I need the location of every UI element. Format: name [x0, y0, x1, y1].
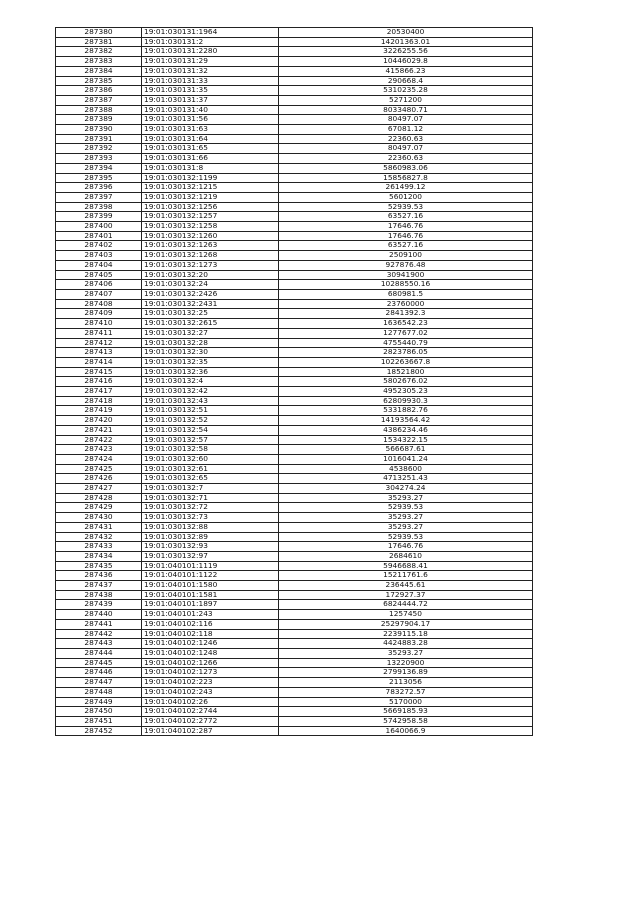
row-number-cell: 287445	[56, 658, 142, 668]
value-cell: 35293.27	[279, 493, 533, 503]
cadastral-number-cell: 19:01:030132:2615	[142, 319, 279, 329]
value-cell: 18521800	[279, 367, 533, 377]
value-cell: 566687.61	[279, 445, 533, 455]
cadastral-number-cell: 19:01:030132:24	[142, 280, 279, 290]
cadastral-number-cell: 19:01:040102:2744	[142, 707, 279, 717]
table-row	[56, 542, 533, 552]
row-number-cell: 287400	[56, 222, 142, 232]
row-number-cell: 287444	[56, 649, 142, 659]
row-number-cell: 287411	[56, 328, 142, 338]
cadastral-number-cell: 19:01:040102:1273	[142, 668, 279, 678]
cadastral-number-cell: 19:01:030132:2431	[142, 299, 279, 309]
row-number-cell: 287446	[56, 668, 142, 678]
row-number-cell: 287408	[56, 299, 142, 309]
value-cell: 1534322.15	[279, 435, 533, 445]
table-row	[56, 183, 533, 193]
cadastral-number-cell: 19:01:030132:1268	[142, 251, 279, 261]
cadastral-number-cell: 19:01:030132:73	[142, 513, 279, 523]
cadastral-number-cell: 19:01:040101:1580	[142, 581, 279, 591]
cadastral-number-cell: 19:01:040102:116	[142, 619, 279, 629]
cadastral-number-cell: 19:01:040102:2772	[142, 716, 279, 726]
cadastral-number-cell: 19:01:030132:30	[142, 348, 279, 358]
value-cell: 4386234.46	[279, 425, 533, 435]
table-row	[56, 474, 533, 484]
value-cell: 290668.4	[279, 76, 533, 86]
table-row	[56, 86, 533, 96]
value-cell: 67081.12	[279, 125, 533, 135]
table-row	[56, 367, 533, 377]
row-number-cell: 287394	[56, 163, 142, 173]
row-number-cell: 287420	[56, 416, 142, 426]
value-cell: 52939.53	[279, 202, 533, 212]
value-cell: 261499.12	[279, 183, 533, 193]
table-row	[56, 435, 533, 445]
table-row	[56, 105, 533, 115]
table-row	[56, 406, 533, 416]
table-row	[56, 125, 533, 135]
row-number-cell: 287433	[56, 542, 142, 552]
value-cell: 927876.48	[279, 260, 533, 270]
cadastral-number-cell: 19:01:030131:1964	[142, 28, 279, 38]
table-row	[56, 697, 533, 707]
row-number-cell: 287429	[56, 503, 142, 513]
table-row	[56, 328, 533, 338]
cadastral-number-cell: 19:01:040102:118	[142, 629, 279, 639]
table-row	[56, 493, 533, 503]
table-row	[56, 144, 533, 154]
value-cell: 5271200	[279, 95, 533, 105]
cadastral-number-cell: 19:01:030132:93	[142, 542, 279, 552]
table-row	[56, 241, 533, 251]
cadastral-number-cell: 19:01:040101:1119	[142, 561, 279, 571]
table-row	[56, 222, 533, 232]
cadastral-number-cell: 19:01:030132:36	[142, 367, 279, 377]
table-row	[56, 668, 533, 678]
value-cell: 2684610	[279, 551, 533, 561]
table-row	[56, 590, 533, 600]
cadastral-number-cell: 19:01:030132:57	[142, 435, 279, 445]
table-row	[56, 192, 533, 202]
cadastral-number-cell: 19:01:030132:1256	[142, 202, 279, 212]
cadastral-number-cell: 19:01:030131:66	[142, 154, 279, 164]
table-row	[56, 95, 533, 105]
value-cell: 22360.63	[279, 134, 533, 144]
value-cell: 2509100	[279, 251, 533, 261]
value-cell: 5802676.02	[279, 377, 533, 387]
row-number-cell: 287434	[56, 551, 142, 561]
cadastral-number-cell: 19:01:030132:1260	[142, 231, 279, 241]
value-cell: 5310235.28	[279, 86, 533, 96]
row-number-cell: 287442	[56, 629, 142, 639]
row-number-cell: 287396	[56, 183, 142, 193]
table-row	[56, 619, 533, 629]
table-row	[56, 396, 533, 406]
row-number-cell: 287432	[56, 532, 142, 542]
cadastral-number-cell: 19:01:030131:33	[142, 76, 279, 86]
row-number-cell: 287441	[56, 619, 142, 629]
row-number-cell: 287390	[56, 125, 142, 135]
cadastral-number-cell: 19:01:030132:61	[142, 464, 279, 474]
table-row	[56, 231, 533, 241]
row-number-cell: 287437	[56, 581, 142, 591]
table-row	[56, 726, 533, 736]
cadastral-number-cell: 19:01:030132:1263	[142, 241, 279, 251]
value-cell: 63527.16	[279, 241, 533, 251]
row-number-cell: 287421	[56, 425, 142, 435]
table-row	[56, 416, 533, 426]
row-number-cell: 287381	[56, 37, 142, 47]
cadastral-number-cell: 19:01:030132:4	[142, 377, 279, 387]
row-number-cell: 287416	[56, 377, 142, 387]
value-cell: 4424883.28	[279, 639, 533, 649]
row-number-cell: 287447	[56, 678, 142, 688]
row-number-cell: 287423	[56, 445, 142, 455]
row-number-cell: 287438	[56, 590, 142, 600]
value-cell: 5946688.41	[279, 561, 533, 571]
row-number-cell: 287395	[56, 173, 142, 183]
row-number-cell: 287450	[56, 707, 142, 717]
value-cell: 80497.07	[279, 115, 533, 125]
table-row	[56, 425, 533, 435]
cadastral-number-cell: 19:01:030131:65	[142, 144, 279, 154]
value-cell: 5170000	[279, 697, 533, 707]
table-row	[56, 309, 533, 319]
value-cell: 236445.61	[279, 581, 533, 591]
table-row	[56, 377, 533, 387]
value-cell: 52939.53	[279, 503, 533, 513]
table-row	[56, 37, 533, 47]
value-cell: 17646.76	[279, 542, 533, 552]
table-row	[56, 76, 533, 86]
cadastral-number-cell: 19:01:030132:20	[142, 270, 279, 280]
cadastral-number-cell: 19:01:030132:1273	[142, 260, 279, 270]
value-cell: 1016041.24	[279, 454, 533, 464]
row-number-cell: 287397	[56, 192, 142, 202]
value-cell: 2113056	[279, 678, 533, 688]
table-row	[56, 707, 533, 717]
row-number-cell: 287383	[56, 57, 142, 67]
value-cell: 62809930.3	[279, 396, 533, 406]
table-row	[56, 260, 533, 270]
row-number-cell: 287391	[56, 134, 142, 144]
value-cell: 52939.53	[279, 532, 533, 542]
row-number-cell: 287380	[56, 28, 142, 38]
row-number-cell: 287413	[56, 348, 142, 358]
value-cell: 20530400	[279, 28, 533, 38]
row-number-cell: 287439	[56, 600, 142, 610]
table-row	[56, 348, 533, 358]
table-row	[56, 28, 533, 38]
table-row	[56, 202, 533, 212]
cadastral-number-cell: 19:01:030131:35	[142, 86, 279, 96]
row-number-cell: 287414	[56, 357, 142, 367]
value-cell: 304274.24	[279, 484, 533, 494]
value-cell: 35293.27	[279, 522, 533, 532]
row-number-cell: 287449	[56, 697, 142, 707]
cadastral-number-cell: 19:01:040102:287	[142, 726, 279, 736]
cadastral-number-cell: 19:01:030132:35	[142, 357, 279, 367]
row-number-cell: 287435	[56, 561, 142, 571]
table-row	[56, 212, 533, 222]
table-row	[56, 687, 533, 697]
value-cell: 8033480.71	[279, 105, 533, 115]
value-cell: 23760000	[279, 299, 533, 309]
row-number-cell: 287436	[56, 571, 142, 581]
cadastral-number-cell: 19:01:030132:71	[142, 493, 279, 503]
value-cell: 172927.37	[279, 590, 533, 600]
row-number-cell: 287425	[56, 464, 142, 474]
row-number-cell: 287440	[56, 610, 142, 620]
table-row	[56, 571, 533, 581]
cadastral-number-cell: 19:01:030132:54	[142, 425, 279, 435]
value-cell: 35293.27	[279, 513, 533, 523]
row-number-cell: 287452	[56, 726, 142, 736]
value-cell: 1257450	[279, 610, 533, 620]
cadastral-number-cell: 19:01:030131:29	[142, 57, 279, 67]
table-row	[56, 134, 533, 144]
cadastral-number-cell: 19:01:040101:1897	[142, 600, 279, 610]
cadastral-number-cell: 19:01:040101:1581	[142, 590, 279, 600]
row-number-cell: 287431	[56, 522, 142, 532]
value-cell: 10288550.16	[279, 280, 533, 290]
value-cell: 25297904.17	[279, 619, 533, 629]
value-cell: 415866.23	[279, 66, 533, 76]
cadastral-number-cell: 19:01:040101:1122	[142, 571, 279, 581]
row-number-cell: 287409	[56, 309, 142, 319]
table-row	[56, 639, 533, 649]
value-cell: 80497.07	[279, 144, 533, 154]
row-number-cell: 287402	[56, 241, 142, 251]
row-number-cell: 287392	[56, 144, 142, 154]
table-row	[56, 319, 533, 329]
table-row	[56, 57, 533, 67]
value-cell: 6824444.72	[279, 600, 533, 610]
table-row	[56, 610, 533, 620]
cadastral-number-cell: 19:01:030131:64	[142, 134, 279, 144]
row-number-cell: 287387	[56, 95, 142, 105]
row-number-cell: 287405	[56, 270, 142, 280]
table-row	[56, 678, 533, 688]
row-number-cell: 287388	[56, 105, 142, 115]
value-cell: 10446029.8	[279, 57, 533, 67]
row-number-cell: 287386	[56, 86, 142, 96]
cadastral-value-table	[55, 27, 533, 736]
cadastral-number-cell: 19:01:030132:72	[142, 503, 279, 513]
value-cell: 17646.76	[279, 231, 533, 241]
table-row	[56, 163, 533, 173]
table-row	[56, 445, 533, 455]
value-cell: 1640066.9	[279, 726, 533, 736]
row-number-cell: 287407	[56, 289, 142, 299]
table-row	[56, 289, 533, 299]
cadastral-number-cell: 19:01:030132:1257	[142, 212, 279, 222]
value-cell: 14193564.42	[279, 416, 533, 426]
table-row	[56, 581, 533, 591]
value-cell: 102263667.8	[279, 357, 533, 367]
cadastral-number-cell: 19:01:030132:25	[142, 309, 279, 319]
value-cell: 5742958.58	[279, 716, 533, 726]
cadastral-number-cell: 19:01:030131:56	[142, 115, 279, 125]
row-number-cell: 287451	[56, 716, 142, 726]
cadastral-number-cell: 19:01:030131:8	[142, 163, 279, 173]
table-row	[56, 280, 533, 290]
value-cell: 2239115.18	[279, 629, 533, 639]
row-number-cell: 287403	[56, 251, 142, 261]
table-row	[56, 600, 533, 610]
cadastral-number-cell: 19:01:030132:1258	[142, 222, 279, 232]
table-row	[56, 532, 533, 542]
value-cell: 15211761.6	[279, 571, 533, 581]
cadastral-number-cell: 19:01:030132:1215	[142, 183, 279, 193]
table-row	[56, 658, 533, 668]
table-row	[56, 115, 533, 125]
value-cell: 4755440.79	[279, 338, 533, 348]
row-number-cell: 287406	[56, 280, 142, 290]
table-row	[56, 299, 533, 309]
value-cell: 783272.57	[279, 687, 533, 697]
table-row	[56, 357, 533, 367]
cadastral-number-cell: 19:01:030132:88	[142, 522, 279, 532]
table-body	[56, 28, 533, 736]
row-number-cell: 287443	[56, 639, 142, 649]
value-cell: 63527.16	[279, 212, 533, 222]
cadastral-number-cell: 19:01:040102:1246	[142, 639, 279, 649]
table-row	[56, 503, 533, 513]
value-cell: 5860983.06	[279, 163, 533, 173]
cadastral-number-cell: 19:01:030132:97	[142, 551, 279, 561]
cadastral-number-cell: 19:01:040102:1248	[142, 649, 279, 659]
row-number-cell: 287382	[56, 47, 142, 57]
table-row	[56, 251, 533, 261]
value-cell: 14201363.01	[279, 37, 533, 47]
row-number-cell: 287399	[56, 212, 142, 222]
row-number-cell: 287384	[56, 66, 142, 76]
value-cell: 15856827.8	[279, 173, 533, 183]
cadastral-number-cell: 19:01:030132:28	[142, 338, 279, 348]
cadastral-number-cell: 19:01:030132:51	[142, 406, 279, 416]
value-cell: 17646.76	[279, 222, 533, 232]
row-number-cell: 287418	[56, 396, 142, 406]
row-number-cell: 287404	[56, 260, 142, 270]
cadastral-number-cell: 19:01:030132:7	[142, 484, 279, 494]
row-number-cell: 287427	[56, 484, 142, 494]
cadastral-number-cell: 19:01:040101:243	[142, 610, 279, 620]
cadastral-number-cell: 19:01:030132:27	[142, 328, 279, 338]
row-number-cell: 287398	[56, 202, 142, 212]
value-cell: 30941900	[279, 270, 533, 280]
cadastral-number-cell: 19:01:040102:1266	[142, 658, 279, 668]
value-cell: 4538600	[279, 464, 533, 474]
value-cell: 2799136.89	[279, 668, 533, 678]
value-cell: 4952305.23	[279, 387, 533, 397]
table-row	[56, 522, 533, 532]
cadastral-number-cell: 19:01:030132:58	[142, 445, 279, 455]
value-cell: 2841392.3	[279, 309, 533, 319]
cadastral-number-cell: 19:01:030131:2280	[142, 47, 279, 57]
cadastral-number-cell: 19:01:030131:32	[142, 66, 279, 76]
table-row	[56, 47, 533, 57]
value-cell: 35293.27	[279, 649, 533, 659]
cadastral-number-cell: 19:01:030132:2426	[142, 289, 279, 299]
value-cell: 4713251.43	[279, 474, 533, 484]
value-cell: 13220900	[279, 658, 533, 668]
cadastral-number-cell: 19:01:030132:89	[142, 532, 279, 542]
cadastral-number-cell: 19:01:030132:1219	[142, 192, 279, 202]
table-row	[56, 629, 533, 639]
table-row	[56, 484, 533, 494]
cadastral-number-cell: 19:01:030131:40	[142, 105, 279, 115]
value-cell: 5331882.76	[279, 406, 533, 416]
row-number-cell: 287401	[56, 231, 142, 241]
cadastral-number-cell: 19:01:030131:2	[142, 37, 279, 47]
row-number-cell: 287389	[56, 115, 142, 125]
row-number-cell: 287412	[56, 338, 142, 348]
value-cell: 2823786.05	[279, 348, 533, 358]
cadastral-number-cell: 19:01:030132:52	[142, 416, 279, 426]
row-number-cell: 287410	[56, 319, 142, 329]
table-row	[56, 551, 533, 561]
table-row	[56, 154, 533, 164]
table-row	[56, 454, 533, 464]
table-row	[56, 513, 533, 523]
table-row	[56, 716, 533, 726]
row-number-cell: 287430	[56, 513, 142, 523]
cadastral-number-cell: 19:01:030132:43	[142, 396, 279, 406]
cadastral-number-cell: 19:01:030132:42	[142, 387, 279, 397]
row-number-cell: 287424	[56, 454, 142, 464]
table-row	[56, 464, 533, 474]
table-row	[56, 561, 533, 571]
cadastral-number-cell: 19:01:030132:65	[142, 474, 279, 484]
cadastral-number-cell: 19:01:030131:63	[142, 125, 279, 135]
table-row	[56, 66, 533, 76]
row-number-cell: 287415	[56, 367, 142, 377]
value-cell: 3226255.56	[279, 47, 533, 57]
cadastral-number-cell: 19:01:030131:37	[142, 95, 279, 105]
table-row	[56, 387, 533, 397]
cadastral-number-cell: 19:01:030132:60	[142, 454, 279, 464]
table-row	[56, 338, 533, 348]
row-number-cell: 287385	[56, 76, 142, 86]
value-cell: 1277677.02	[279, 328, 533, 338]
row-number-cell: 287426	[56, 474, 142, 484]
value-cell: 680981.5	[279, 289, 533, 299]
row-number-cell: 287422	[56, 435, 142, 445]
table-row	[56, 173, 533, 183]
value-cell: 22360.63	[279, 154, 533, 164]
cadastral-number-cell: 19:01:040102:26	[142, 697, 279, 707]
value-cell: 5601200	[279, 192, 533, 202]
row-number-cell: 287393	[56, 154, 142, 164]
table-row	[56, 270, 533, 280]
row-number-cell: 287417	[56, 387, 142, 397]
cadastral-number-cell: 19:01:040102:223	[142, 678, 279, 688]
cadastral-number-cell: 19:01:030132:1199	[142, 173, 279, 183]
cadastral-number-cell: 19:01:040102:243	[142, 687, 279, 697]
row-number-cell: 287428	[56, 493, 142, 503]
row-number-cell: 287448	[56, 687, 142, 697]
row-number-cell: 287419	[56, 406, 142, 416]
value-cell: 1636542.23	[279, 319, 533, 329]
table-row	[56, 649, 533, 659]
value-cell: 5669185.93	[279, 707, 533, 717]
